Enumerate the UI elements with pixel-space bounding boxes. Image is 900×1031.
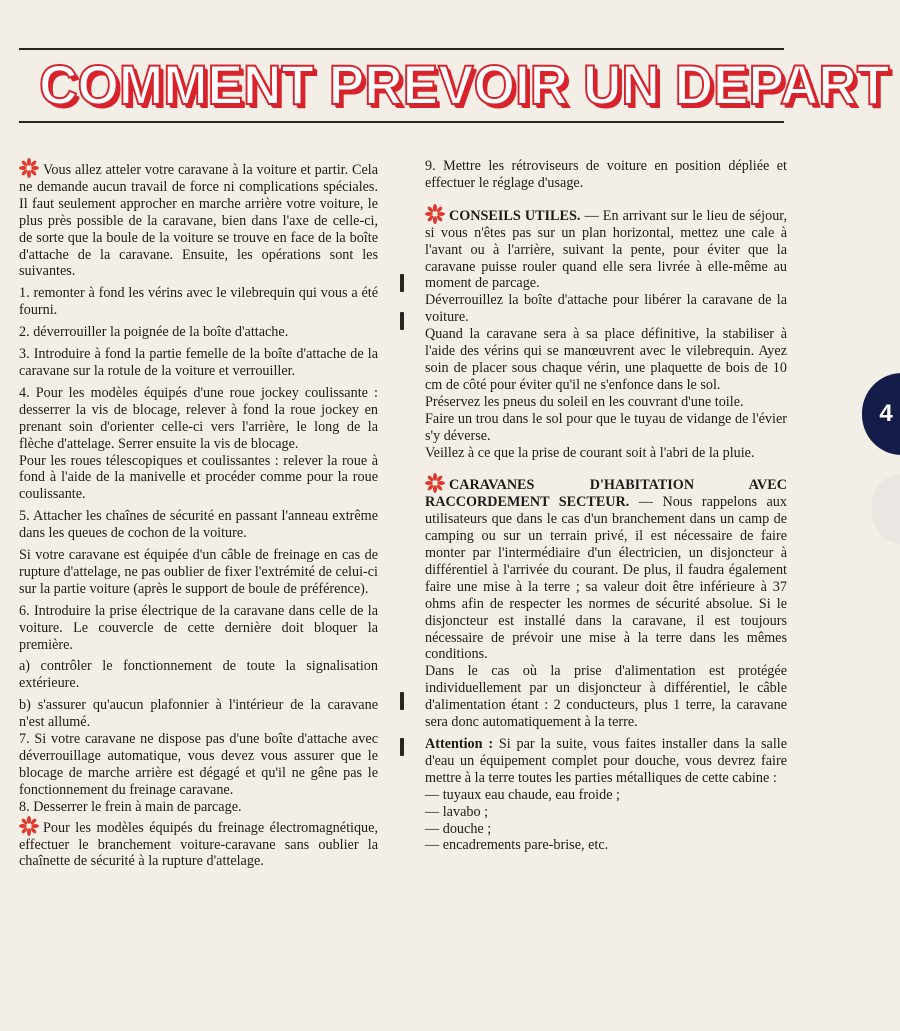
- flower-icon: [425, 204, 445, 224]
- top-rule: [19, 48, 784, 50]
- step-8: 8. Desserrer le frein à main de parcage.: [19, 798, 242, 815]
- chapter-tab-shadow: [872, 474, 900, 544]
- caravanes-text: — Nous rappelons aux utilisateurs que dans le cas d'un branchement dans un camp de camping ou sur un terrain privé, il est nécessaire de faire monter par l'intermédiaire d'un électricien, un disjoncteur à différentiel à l'arrivée du courant. De plus, il faudra également faire une mise à la terre ; sa valeur doit être inférieure à 37 ohms afin de respecter les normes de sécurité absolue. Si le disjoncteur est installé dans la caravane, il est toujours nécessaire de prévoir une mise à la terre dans les mêmes conditions.: [425, 494, 787, 663]
- conseils-2: Déverrouillez la boîte d'attache pour libérer la caravane de la voiture.: [425, 292, 787, 326]
- step-5-note: Si votre caravane est équipée d'un câble de freinage en cas de rupture d'attelage, ne pas oublier de fixer l'extrémité de celui-ci sur la partie voiture (après le support de boule de préférence).: [19, 547, 378, 597]
- list-item: — encadrements pare-brise, etc.: [425, 837, 609, 854]
- step-4-note: Pour les roues télescopiques et coulissantes : relever la roue à fond à l'aide de la manivelle et procéder comme pour la roue coulissante.: [19, 452, 378, 503]
- intro-paragraph: [19, 158, 378, 280]
- caravanes-2: Dans le cas où la prise d'alimentation est protégée individuellement par un disjoncteur à différentiel, le câble d'alimentation étant : 2 conducteurs, plus 1 terre, la caravane sera donc automatiquement à la terre.: [425, 663, 787, 731]
- flower-icon: [19, 816, 39, 836]
- step-6a: a) contrôler le fonctionnement de toute la signalisation extérieure.: [19, 658, 378, 692]
- conseils-text: — En arrivant sur le lieu de séjour, si vous n'êtes pas sur un plan horizontal, mettez une cale à l'avant ou à l'arrière, suivant la pente, pour éviter que la caravane puisse rouler quand elle sera livrée à elle-même au moment de parcage.: [425, 207, 787, 292]
- attention-label: Attention :: [425, 736, 494, 752]
- caravanes-heading: CARAVANES D'HABITATION AVEC RACCORDEMENT SECTEUR.: [425, 477, 787, 511]
- list-item: — tuyaux eau chaude, eau froide ;: [425, 786, 620, 803]
- step-9: 9. Mettre les rétroviseurs de voiture en position dépliée et effectuer le réglage d'usage.: [425, 158, 787, 191]
- bottom-rule: [19, 121, 784, 123]
- step-1: 1. remonter à fond les vérins avec le vilebrequin qui vous a été fourni.: [19, 285, 378, 319]
- step-6: 6. Introduire la prise électrique de la caravane dans celle de la voiture. Le couvercle de cette dernière doit bloquer la première.: [19, 602, 378, 653]
- cabin-parts-list: [425, 787, 787, 855]
- flower-icon: [425, 473, 445, 493]
- margin-mark: [400, 312, 404, 330]
- margin-mark: [400, 738, 404, 756]
- flower-icon: [19, 158, 39, 178]
- attention-text: Si par la suite, vous faites installer dans la salle d'eau un équipement complet pour douche, vous devrez faire mettre à la terre toutes les parties métalliques de cette cabine :: [425, 736, 788, 786]
- conseils-3: Quand la caravane sera à sa place définitive, la stabiliser à l'aide des vérins qui se manœuvrent avec le vilebrequin. Ayez soin de placer sous chaque vérin, une plaquette de bois de 10 cm de côté pour éviter qu'il ne s'enfonce dans le sol.: [425, 326, 787, 393]
- step-7: 7. Si votre caravane ne dispose pas d'une boîte d'attache avec déverrouillage automatique, vous devez vous assurer que le blocage de marche arrière est dégagé et qu'il ne gêne pas le fonctionnement du freinage caravane.: [19, 731, 378, 798]
- left-column: [19, 158, 378, 875]
- attention-paragraph: [425, 736, 787, 787]
- conseils-paragraph: [425, 204, 787, 293]
- step-4: 4. Pour les modèles équipés d'une roue jockey coulissante : desserrer la vis de blocage, relever à fond la roue jockey en prenant soin d'orienter celle-ci vers l'arrière, le long de la flèche d'attelage. Serrer ensuite la vis de blocage.: [19, 384, 378, 452]
- margin-mark: [400, 274, 404, 292]
- margin-mark: [400, 692, 404, 710]
- step-5: 5. Attacher les chaînes de sécurité en passant l'anneau extrême dans les queues de cochon de la voiture.: [19, 508, 378, 542]
- step-8-note-text: Pour les modèles équipés du freinage électromagnétique, effectuer le branchement voiture-caravane sans oublier la chaînette de sécurité à la rupture d'attelage.: [19, 819, 378, 870]
- conseils-heading: CONSEILS UTILES.: [449, 207, 581, 224]
- right-column: [425, 158, 787, 854]
- step-6b: b) s'assurer qu'aucun plafonnier à l'intérieur de la caravane n'est allumé.: [19, 697, 378, 731]
- page-title: COMMENT PREVOIR UN DEPART: [39, 53, 890, 116]
- conseils-6: Veillez à ce que la prise de courant soit à l'abri de la pluie.: [425, 444, 755, 461]
- step-2: 2. déverrouiller la poignée de la boîte d'attache.: [19, 324, 289, 341]
- chapter-number: 4: [879, 400, 893, 427]
- conseils-4: Préservez les pneus du soleil en les couvrant d'une toile.: [425, 393, 744, 410]
- step-3: 3. Introduire à fond la partie femelle de la boîte d'attache de la caravane sur la rotule de la voiture et verrouiller.: [19, 346, 378, 379]
- conseils-5: Faire un trou dans le sol pour que le tuyau de vidange de l'évier s'y déverse.: [425, 410, 787, 444]
- caravanes-paragraph: [425, 473, 787, 663]
- list-item: — douche ;: [425, 820, 492, 837]
- intro-text: Vous allez atteler votre caravane à la voiture et partir. Cela ne demande aucun travail de force ni complications spéciales. Il faut seulement approcher en marche arrière votre voiture, le plus près possible de la caravane, bien dans l'axe de celle-ci, de sorte que la boule de la voiture se trouve en face de la boîte d'attache de la caravane. Ensuite, les opérations sont les suivantes.: [19, 162, 378, 280]
- chapter-tab: [862, 373, 900, 455]
- step-8-note: [19, 816, 378, 871]
- list-item: — lavabo ;: [425, 803, 489, 820]
